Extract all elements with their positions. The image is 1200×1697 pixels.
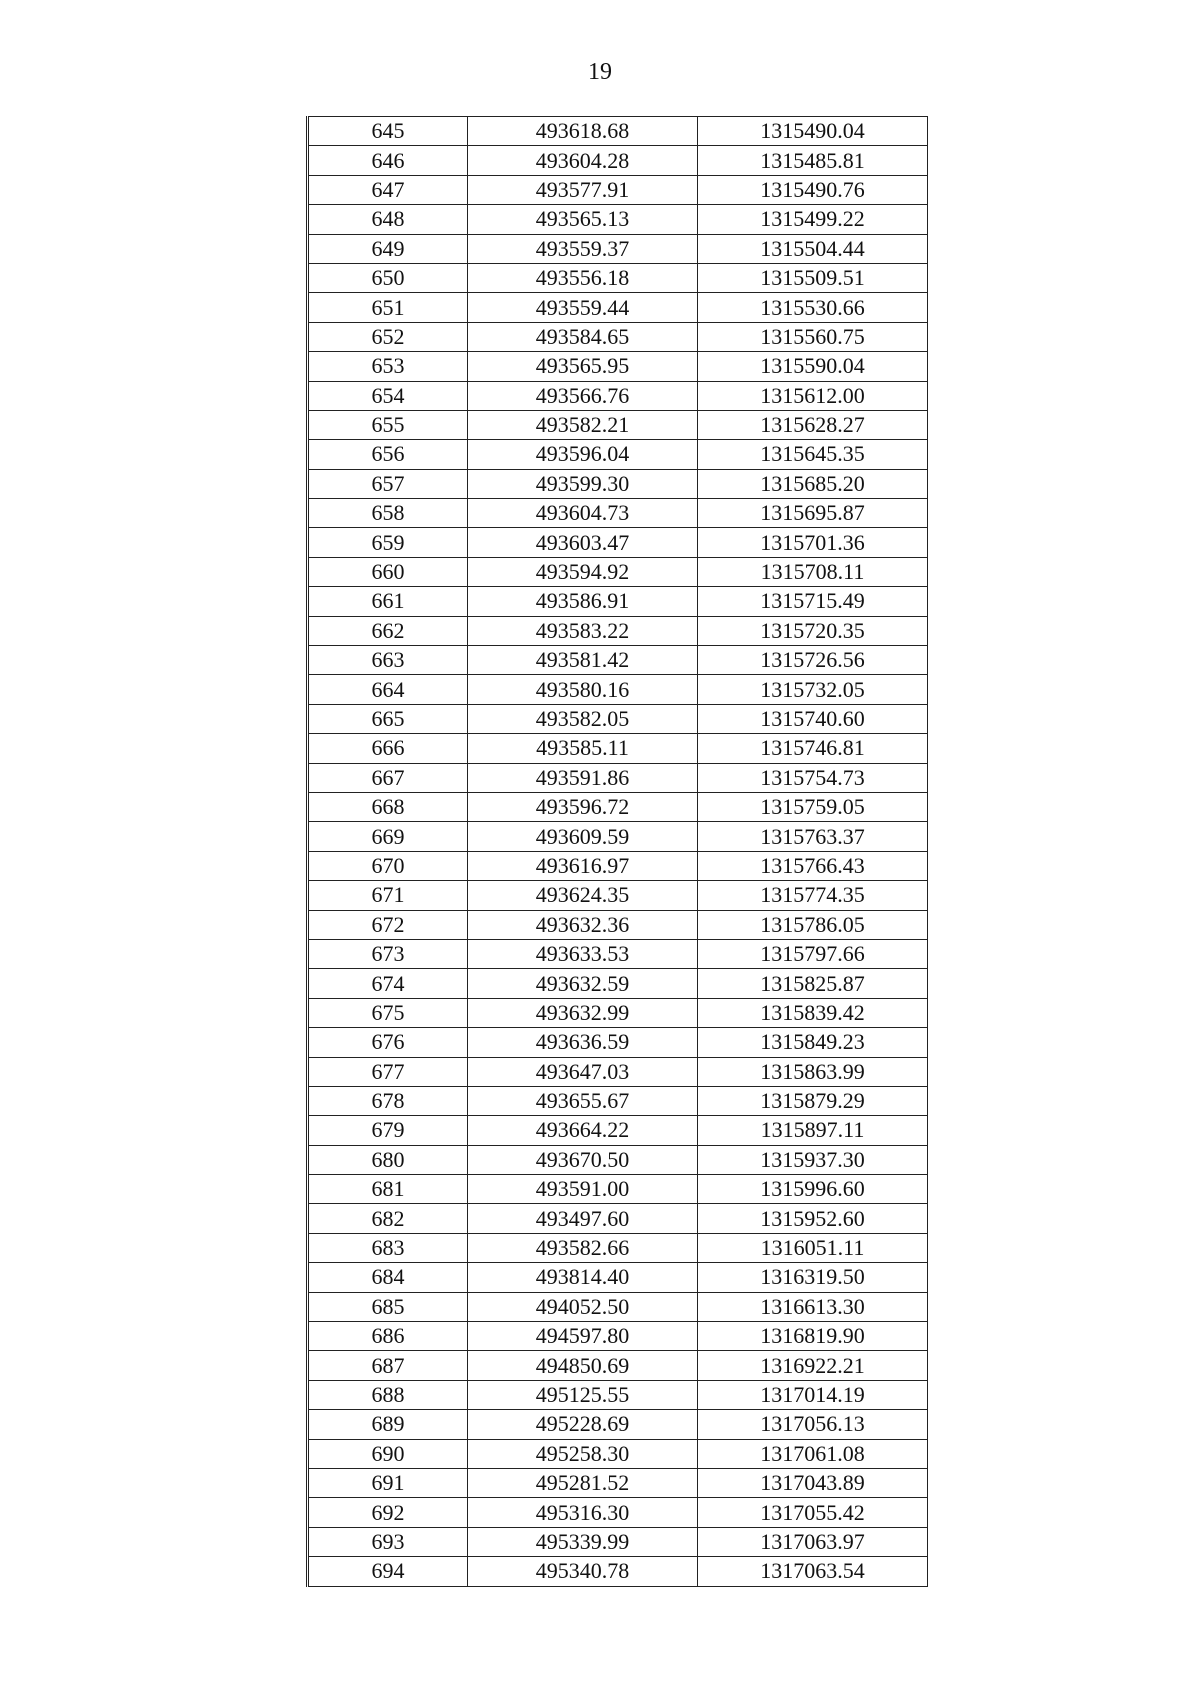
- point-number-cell: 661: [308, 587, 468, 616]
- point-number-cell: 672: [308, 910, 468, 939]
- table-row: [308, 1145, 928, 1174]
- y-coordinate-cell: 1315849.23: [698, 1028, 928, 1057]
- point-number-cell: 671: [308, 881, 468, 910]
- y-coordinate-cell: 1315839.42: [698, 998, 928, 1027]
- point-number-cell: 692: [308, 1498, 468, 1527]
- table-row: [308, 1028, 928, 1057]
- x-coordinate-cell: 493599.30: [468, 469, 698, 498]
- table-row: [308, 1351, 928, 1380]
- x-coordinate-cell: 493585.11: [468, 734, 698, 763]
- y-coordinate-cell: 1315499.22: [698, 205, 928, 234]
- x-coordinate-cell: 493603.47: [468, 528, 698, 557]
- point-number-cell: 675: [308, 998, 468, 1027]
- y-coordinate-cell: 1315530.66: [698, 293, 928, 322]
- x-coordinate-cell: 493596.72: [468, 792, 698, 821]
- y-coordinate-cell: 1315628.27: [698, 410, 928, 439]
- point-number-cell: 659: [308, 528, 468, 557]
- y-coordinate-cell: 1317063.54: [698, 1557, 928, 1586]
- table-row: [308, 1116, 928, 1145]
- y-coordinate-cell: 1315863.99: [698, 1057, 928, 1086]
- table-row: [308, 1557, 928, 1586]
- x-coordinate-cell: 494850.69: [468, 1351, 698, 1380]
- point-number-cell: 668: [308, 792, 468, 821]
- x-coordinate-cell: 493633.53: [468, 939, 698, 968]
- point-number-cell: 673: [308, 939, 468, 968]
- point-number-cell: 667: [308, 763, 468, 792]
- x-coordinate-cell: 493616.97: [468, 851, 698, 880]
- x-coordinate-cell: 493814.40: [468, 1263, 698, 1292]
- point-number-cell: 660: [308, 557, 468, 586]
- x-coordinate-cell: 493604.28: [468, 146, 698, 175]
- y-coordinate-cell: 1315746.81: [698, 734, 928, 763]
- y-coordinate-cell: 1315490.76: [698, 175, 928, 204]
- point-number-cell: 664: [308, 675, 468, 704]
- x-coordinate-cell: 493591.00: [468, 1175, 698, 1204]
- y-coordinate-cell: 1315490.04: [698, 117, 928, 146]
- table-row: [308, 1263, 928, 1292]
- point-number-cell: 683: [308, 1233, 468, 1262]
- table-row: [308, 528, 928, 557]
- point-number-cell: 656: [308, 440, 468, 469]
- y-coordinate-cell: 1315708.11: [698, 557, 928, 586]
- table-row: [308, 1175, 928, 1204]
- point-number-cell: 655: [308, 410, 468, 439]
- y-coordinate-cell: 1315726.56: [698, 646, 928, 675]
- table-row: [308, 234, 928, 263]
- x-coordinate-cell: 493582.66: [468, 1233, 698, 1262]
- x-coordinate-cell: 493583.22: [468, 616, 698, 645]
- point-number-cell: 677: [308, 1057, 468, 1086]
- table-row: [308, 205, 928, 234]
- point-number-cell: 669: [308, 822, 468, 851]
- x-coordinate-cell: 493632.99: [468, 998, 698, 1027]
- point-number-cell: 648: [308, 205, 468, 234]
- point-number-cell: 691: [308, 1468, 468, 1497]
- point-number-cell: 690: [308, 1439, 468, 1468]
- x-coordinate-cell: 493565.13: [468, 205, 698, 234]
- table-row: [308, 410, 928, 439]
- y-coordinate-cell: 1315825.87: [698, 969, 928, 998]
- point-number-cell: 650: [308, 263, 468, 292]
- x-coordinate-cell: 494597.80: [468, 1322, 698, 1351]
- table-row: [308, 704, 928, 733]
- point-number-cell: 680: [308, 1145, 468, 1174]
- x-coordinate-cell: 493664.22: [468, 1116, 698, 1145]
- table-row: [308, 499, 928, 528]
- point-number-cell: 658: [308, 499, 468, 528]
- point-number-cell: 657: [308, 469, 468, 498]
- point-number-cell: 646: [308, 146, 468, 175]
- y-coordinate-cell: 1315485.81: [698, 146, 928, 175]
- x-coordinate-cell: 493632.59: [468, 969, 698, 998]
- page-number: 19: [588, 59, 612, 85]
- table-row: [308, 1380, 928, 1409]
- x-coordinate-cell: 495281.52: [468, 1468, 698, 1497]
- x-coordinate-cell: 493670.50: [468, 1145, 698, 1174]
- point-number-cell: 694: [308, 1557, 468, 1586]
- y-coordinate-cell: 1315879.29: [698, 1086, 928, 1115]
- x-coordinate-cell: 493566.76: [468, 381, 698, 410]
- y-coordinate-cell: 1315715.49: [698, 587, 928, 616]
- y-coordinate-cell: 1315695.87: [698, 499, 928, 528]
- y-coordinate-cell: 1315897.11: [698, 1116, 928, 1145]
- y-coordinate-cell: 1315937.30: [698, 1145, 928, 1174]
- point-number-cell: 684: [308, 1263, 468, 1292]
- point-number-cell: 686: [308, 1322, 468, 1351]
- y-coordinate-cell: 1316319.50: [698, 1263, 928, 1292]
- y-coordinate-cell: 1316819.90: [698, 1322, 928, 1351]
- x-coordinate-cell: 493584.65: [468, 322, 698, 351]
- y-coordinate-cell: 1315645.35: [698, 440, 928, 469]
- x-coordinate-cell: 493580.16: [468, 675, 698, 704]
- x-coordinate-cell: 493604.73: [468, 499, 698, 528]
- point-number-cell: 688: [308, 1380, 468, 1409]
- table-row: [308, 440, 928, 469]
- point-number-cell: 662: [308, 616, 468, 645]
- table-row: [308, 263, 928, 292]
- table-row: [308, 998, 928, 1027]
- x-coordinate-cell: 493582.21: [468, 410, 698, 439]
- y-coordinate-cell: 1315952.60: [698, 1204, 928, 1233]
- x-coordinate-cell: 493565.95: [468, 352, 698, 381]
- point-number-cell: 653: [308, 352, 468, 381]
- y-coordinate-cell: 1315509.51: [698, 263, 928, 292]
- point-number-cell: 649: [308, 234, 468, 263]
- table-row: [308, 1410, 928, 1439]
- point-number-cell: 682: [308, 1204, 468, 1233]
- y-coordinate-cell: 1315732.05: [698, 675, 928, 704]
- point-number-cell: 654: [308, 381, 468, 410]
- x-coordinate-cell: 495316.30: [468, 1498, 698, 1527]
- table-row: [308, 1527, 928, 1556]
- point-number-cell: 652: [308, 322, 468, 351]
- table-row: [308, 1439, 928, 1468]
- y-coordinate-cell: 1315701.36: [698, 528, 928, 557]
- x-coordinate-cell: 493581.42: [468, 646, 698, 675]
- table-row: [308, 675, 928, 704]
- point-number-cell: 651: [308, 293, 468, 322]
- point-number-cell: 689: [308, 1410, 468, 1439]
- x-coordinate-cell: 494052.50: [468, 1292, 698, 1321]
- y-coordinate-cell: 1317056.13: [698, 1410, 928, 1439]
- y-coordinate-cell: 1315720.35: [698, 616, 928, 645]
- x-coordinate-cell: 495258.30: [468, 1439, 698, 1468]
- y-coordinate-cell: 1316922.21: [698, 1351, 928, 1380]
- y-coordinate-cell: 1315786.05: [698, 910, 928, 939]
- point-number-cell: 663: [308, 646, 468, 675]
- table-row: [308, 969, 928, 998]
- table-row: [308, 1204, 928, 1233]
- table-row: [308, 381, 928, 410]
- table-row: [308, 792, 928, 821]
- y-coordinate-cell: 1315612.00: [698, 381, 928, 410]
- table-row: [308, 734, 928, 763]
- x-coordinate-cell: 493559.37: [468, 234, 698, 263]
- table-row: [308, 1233, 928, 1262]
- table-row: [308, 352, 928, 381]
- table-row: [308, 910, 928, 939]
- x-coordinate-cell: 493591.86: [468, 763, 698, 792]
- point-number-cell: 681: [308, 1175, 468, 1204]
- table-row: [308, 763, 928, 792]
- y-coordinate-cell: 1317061.08: [698, 1439, 928, 1468]
- y-coordinate-cell: 1317055.42: [698, 1498, 928, 1527]
- y-coordinate-cell: 1315560.75: [698, 322, 928, 351]
- x-coordinate-cell: 493586.91: [468, 587, 698, 616]
- y-coordinate-cell: 1317014.19: [698, 1380, 928, 1409]
- point-number-cell: 645: [308, 117, 468, 146]
- point-number-cell: 666: [308, 734, 468, 763]
- y-coordinate-cell: 1315504.44: [698, 234, 928, 263]
- table-row: [308, 469, 928, 498]
- x-coordinate-cell: 493577.91: [468, 175, 698, 204]
- table-row: [308, 616, 928, 645]
- table-row: [308, 322, 928, 351]
- x-coordinate-cell: 495339.99: [468, 1527, 698, 1556]
- table-row: [308, 1057, 928, 1086]
- table-row: [308, 881, 928, 910]
- x-coordinate-cell: 493609.59: [468, 822, 698, 851]
- table-row: [308, 939, 928, 968]
- x-coordinate-cell: 493556.18: [468, 263, 698, 292]
- y-coordinate-cell: 1316051.11: [698, 1233, 928, 1262]
- x-coordinate-cell: 495228.69: [468, 1410, 698, 1439]
- coordinates-table: [306, 116, 928, 1587]
- coordinates-table-body: [308, 117, 928, 1587]
- x-coordinate-cell: 493559.44: [468, 293, 698, 322]
- x-coordinate-cell: 493624.35: [468, 881, 698, 910]
- table-row: [308, 587, 928, 616]
- y-coordinate-cell: 1316613.30: [698, 1292, 928, 1321]
- point-number-cell: 674: [308, 969, 468, 998]
- x-coordinate-cell: 493582.05: [468, 704, 698, 733]
- point-number-cell: 693: [308, 1527, 468, 1556]
- point-number-cell: 665: [308, 704, 468, 733]
- y-coordinate-cell: 1315774.35: [698, 881, 928, 910]
- table-row: [308, 1468, 928, 1497]
- y-coordinate-cell: 1315759.05: [698, 792, 928, 821]
- point-number-cell: 676: [308, 1028, 468, 1057]
- y-coordinate-cell: 1315797.66: [698, 939, 928, 968]
- y-coordinate-cell: 1315740.60: [698, 704, 928, 733]
- y-coordinate-cell: 1317063.97: [698, 1527, 928, 1556]
- x-coordinate-cell: 493594.92: [468, 557, 698, 586]
- table-row: [308, 646, 928, 675]
- point-number-cell: 647: [308, 175, 468, 204]
- table-row: [308, 851, 928, 880]
- point-number-cell: 679: [308, 1116, 468, 1145]
- table-row: [308, 1292, 928, 1321]
- table-row: [308, 117, 928, 146]
- y-coordinate-cell: 1315763.37: [698, 822, 928, 851]
- table-row: [308, 1498, 928, 1527]
- point-number-cell: 685: [308, 1292, 468, 1321]
- y-coordinate-cell: 1315685.20: [698, 469, 928, 498]
- table-row: [308, 293, 928, 322]
- y-coordinate-cell: 1315590.04: [698, 352, 928, 381]
- x-coordinate-cell: 493636.59: [468, 1028, 698, 1057]
- table-row: [308, 146, 928, 175]
- x-coordinate-cell: 493497.60: [468, 1204, 698, 1233]
- y-coordinate-cell: 1315996.60: [698, 1175, 928, 1204]
- x-coordinate-cell: 493647.03: [468, 1057, 698, 1086]
- point-number-cell: 678: [308, 1086, 468, 1115]
- y-coordinate-cell: 1315766.43: [698, 851, 928, 880]
- y-coordinate-cell: 1315754.73: [698, 763, 928, 792]
- x-coordinate-cell: 493632.36: [468, 910, 698, 939]
- x-coordinate-cell: 495125.55: [468, 1380, 698, 1409]
- point-number-cell: 687: [308, 1351, 468, 1380]
- x-coordinate-cell: 493596.04: [468, 440, 698, 469]
- x-coordinate-cell: 493618.68: [468, 117, 698, 146]
- table-row: [308, 1086, 928, 1115]
- point-number-cell: 670: [308, 851, 468, 880]
- table-row: [308, 822, 928, 851]
- table-row: [308, 1322, 928, 1351]
- x-coordinate-cell: 495340.78: [468, 1557, 698, 1586]
- y-coordinate-cell: 1317043.89: [698, 1468, 928, 1497]
- table-row: [308, 557, 928, 586]
- table-row: [308, 175, 928, 204]
- x-coordinate-cell: 493655.67: [468, 1086, 698, 1115]
